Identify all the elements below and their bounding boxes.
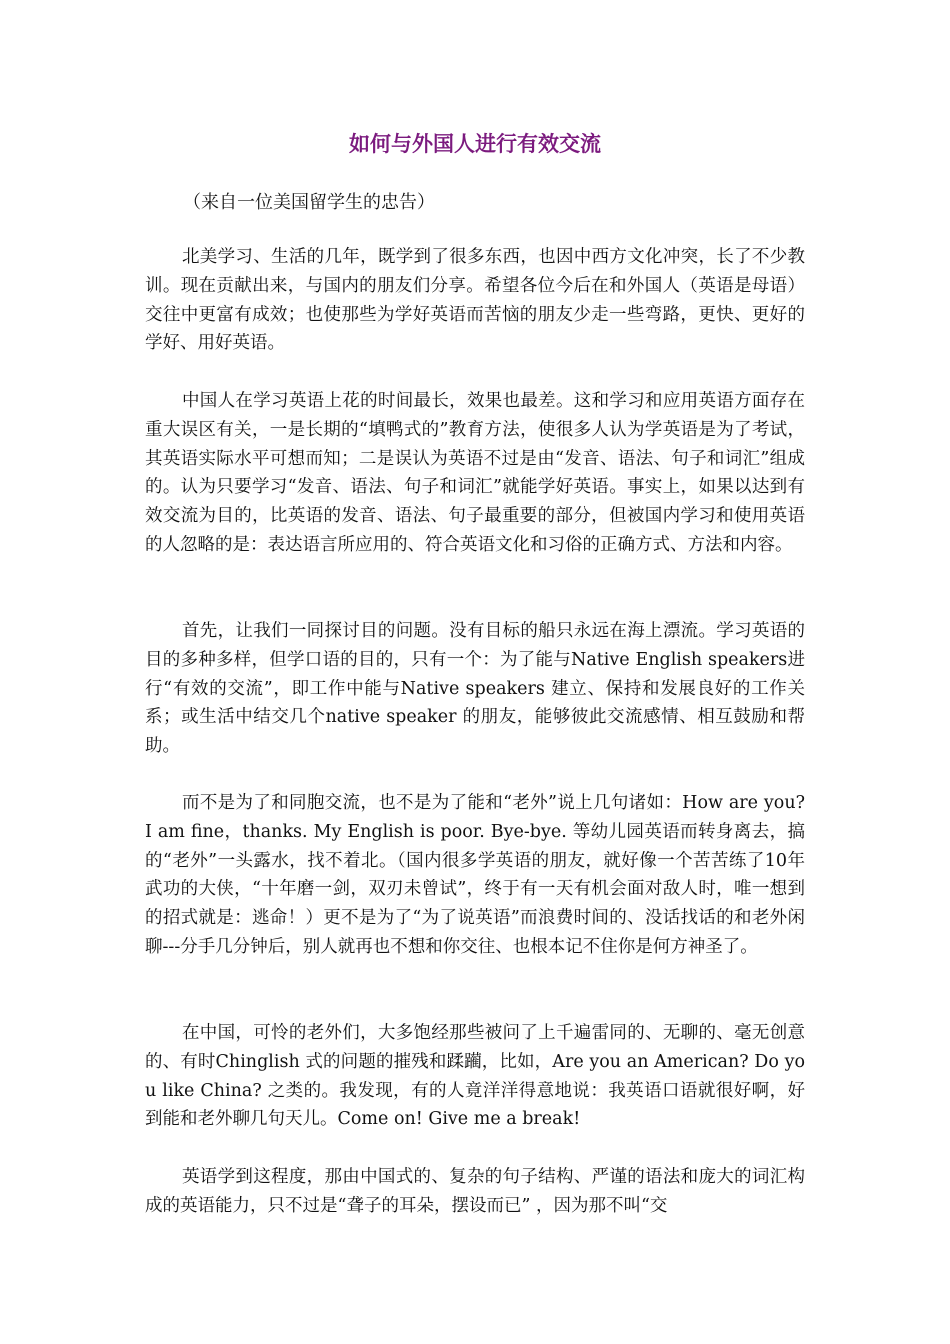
paragraph: 北美学习、生活的几年，既学到了很多东西，也因中西方文化冲突，长了不少教训。现在贡献出来，与国内的朋友们分享。希望各位今后在和外国人（英语是母语）交往中更富有成效；也使那些为学好英语而苦恼的朋友少走一些弯路，更快、更好的学好、用好英语。 [145,247,805,354]
paragraph: 而不是为了和同胞交流，也不是为了能和“老外”说上几句诸如：How are you? I am fine，thanks. My English is poor. Bye-bye. 等幼儿园英语而转身离去，搞的“老外”一头露水，找不着北。（国内很多学英语的朋友，就好像一个苦苦练了10年武功的大侠，“十年磨一剑，双刃未曾试”，终于有一天有机会面对敌人时，唯一想到的招式就是：逃命！）更不是为了“为了说英语”而浪费时间的、没话找话的和老外闲聊---分手几分钟后，别人就再也不想和你交往、也根本记不住你是何方神圣了。 [145,793,805,957]
paragraph: 英语学到这程度，那由中国式的、复杂的句子结构、严谨的语法和庞大的词汇构成的英语能力，只不过是“聋子的耳朵，摆设而已” ，因为那不叫“交 [145,1167,805,1216]
paragraph: 首先，让我们一同探讨目的问题。没有目标的船只永远在海上漂流。学习英语的目的多种多样，但学口语的目的，只有一个：为了能与Native English speakers进行“有效的交流”，即工作中能与Native speakers 建立、保持和发展良好的工作关系；或生活中结交几个native speaker 的朋友，能够彼此交流感情、相互鼓励和帮助。 [145,621,805,757]
document-subtitle: （来自一位美国留学生的忠告） [183,192,435,213]
paragraph: 在中国，可怜的老外们，大多饱经那些被问了上千遍雷同的、无聊的、毫无创意的、有时Chinglish 式的问题的摧残和蹂躏，比如，Are you an American? Do you like China? 之类的。我发现，有的人竟洋洋得意地说：我英语口语就很好啊，好到能和老外聊几句天儿。Come on! Give me a break! [145,1023,805,1130]
document-title: 如何与外国人进行有效交流 [349,131,601,156]
paragraph: 中国人在学习英语上花的时间最长，效果也最差。这和学习和应用英语方面存在重大误区有关，一是长期的“填鸭式的”教育方法，使很多人认为学英语是为了考试，其英语实际水平可想而知；二是误认为英语不过是由“发音、语法、句子和词汇”组成的。认为只要学习“发音、语法、句子和词汇”就能学好英语。事实上，如果以达到有效交流为目的，比英语的发音、语法、句子最重要的部分，但被国内学习和使用英语的人忽略的是：表达语言所应用的、符合英语文化和习俗的正确方式、方法和内容。 [145,391,805,555]
